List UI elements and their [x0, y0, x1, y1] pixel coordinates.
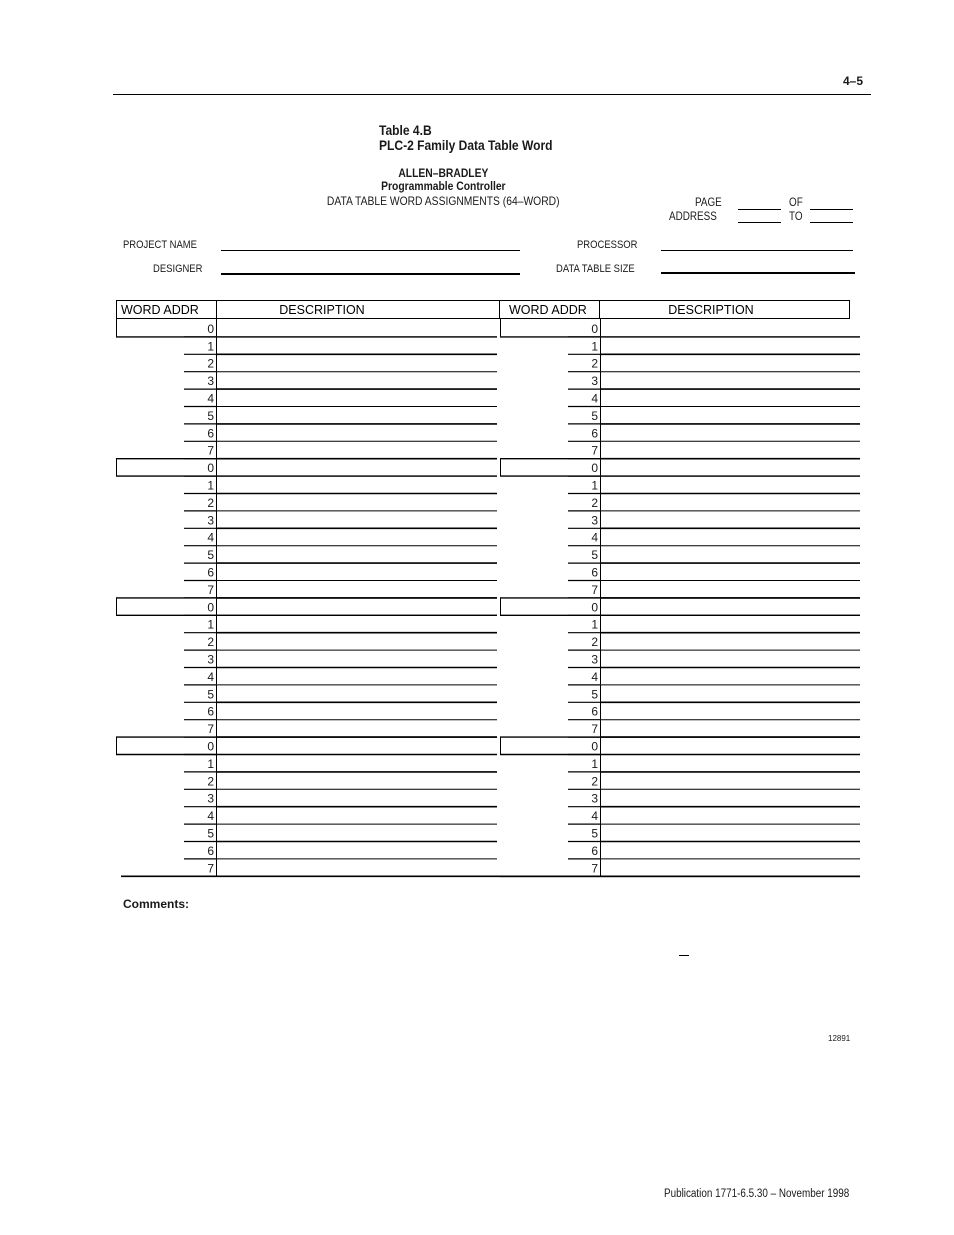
- right-word-addr-row-2-0: 0: [591, 600, 598, 615]
- right-word-addr-row-1-0: 0: [591, 461, 598, 476]
- figure-number: 12891: [828, 1034, 851, 1043]
- left-word-addr-row-3-5: 5: [207, 826, 214, 841]
- left-word-addr-row-1-7: 7: [207, 582, 214, 597]
- address-label: ADDRESS: [669, 211, 717, 223]
- right-word-addr-row-0-2: 2: [591, 356, 598, 371]
- right-word-addr-row-0-7: 7: [591, 443, 598, 458]
- right-word-addr-row-1-6: 6: [591, 565, 598, 580]
- left-word-addr-row-2-4: 4: [207, 669, 214, 684]
- project-name-label: PROJECT NAME: [123, 239, 197, 251]
- left-word-addr-row-3-1: 1: [207, 756, 214, 771]
- left-word-addr-row-2-0: 0: [207, 600, 214, 615]
- left-description-header: DESCRIPTION: [279, 303, 365, 317]
- table-id: Table 4.B: [379, 122, 432, 138]
- left-word-addr-row-3-2: 2: [207, 774, 214, 789]
- page-number: 4–5: [842, 74, 863, 88]
- publication-footer: Publication 1771-6.5.30 – November 1998: [664, 1188, 850, 1200]
- right-word-addr-row-2-2: 2: [591, 635, 598, 650]
- left-word-addr-row-1-2: 2: [207, 495, 214, 510]
- right-word-addr-row-3-4: 4: [591, 809, 598, 824]
- right-word-addr-row-2-6: 6: [591, 704, 598, 719]
- form-product-text: Programmable Controller: [380, 179, 506, 193]
- left-word-addr-row-2-3: 3: [207, 652, 214, 667]
- right-word-addr-row-0-3: 3: [591, 374, 598, 389]
- left-word-addr-row-1-4: 4: [207, 530, 214, 545]
- left-word-addr-row-3-4: 4: [207, 809, 214, 824]
- left-word-addr-row-0-6: 6: [207, 426, 214, 441]
- right-word-addr-row-3-0: 0: [591, 739, 598, 754]
- page-label: PAGE: [695, 197, 722, 209]
- right-word-addr-row-2-4: 4: [591, 669, 598, 684]
- left-word-addr-row-0-4: 4: [207, 391, 214, 406]
- comments-label: Comments:: [123, 897, 190, 911]
- right-word-addr-row-0-5: 5: [591, 408, 598, 423]
- right-word-addr-row-0-6: 6: [591, 426, 598, 441]
- of-label: OF: [789, 197, 803, 209]
- left-word-addr-row-3-3: 3: [207, 791, 214, 806]
- left-word-addr-row-2-2: 2: [207, 635, 214, 650]
- right-word-addr-row-2-5: 5: [591, 687, 598, 702]
- assignment-title-text: DATA TABLE WORD ASSIGNMENTS (64–WORD): [326, 194, 560, 208]
- left-word-addr-row-0-3: 3: [207, 374, 214, 389]
- left-word-addr-row-0-5: 5: [207, 408, 214, 423]
- right-word-addr-row-0-4: 4: [591, 391, 598, 406]
- left-word-addr-row-1-1: 1: [207, 478, 214, 493]
- left-word-addr-row-3-0: 0: [207, 739, 214, 754]
- right-word-addr-row-2-3: 3: [591, 652, 598, 667]
- right-word-addr-row-1-7: 7: [591, 582, 598, 597]
- data-table-size-label: DATA TABLE SIZE: [556, 263, 635, 275]
- right-word-addr-row-1-4: 4: [591, 530, 598, 545]
- left-word-addr-row-2-7: 7: [207, 722, 214, 737]
- right-word-addr-row-2-7: 7: [591, 722, 598, 737]
- left-word-addr-row-0-1: 1: [207, 339, 214, 354]
- left-word-addr-row-2-6: 6: [207, 704, 214, 719]
- left-word-addr-row-3-7: 7: [207, 861, 214, 876]
- right-word-addr-row-3-6: 6: [591, 843, 598, 858]
- stray-mark: [679, 955, 689, 956]
- table-title: PLC-2 Family Data Table Word: [379, 137, 553, 153]
- left-word-addr-row-0-7: 7: [207, 443, 214, 458]
- right-word-addr-row-1-3: 3: [591, 513, 598, 528]
- designer-label: DESIGNER: [153, 263, 203, 275]
- form-brand-text: ALLEN–BRADLEY: [397, 166, 489, 180]
- right-word-addr-row-0-0: 0: [591, 321, 598, 336]
- left-word-addr-row-2-5: 5: [207, 687, 214, 702]
- right-word-addr-row-0-1: 1: [591, 339, 598, 354]
- table-body: [116, 319, 860, 876]
- left-word-addr-row-0-0: 0: [207, 321, 214, 336]
- left-word-addr-row-1-3: 3: [207, 513, 214, 528]
- to-label: TO: [789, 211, 803, 223]
- right-word-addr-row-1-2: 2: [591, 495, 598, 510]
- left-word-addr-header: WORD ADDR: [121, 303, 199, 317]
- right-word-addr-row-1-5: 5: [591, 548, 598, 563]
- right-word-addr-header: WORD ADDR: [509, 303, 587, 317]
- left-word-addr-row-0-2: 2: [207, 356, 214, 371]
- right-word-addr-row-3-3: 3: [591, 791, 598, 806]
- left-word-addr-row-3-6: 6: [207, 843, 214, 858]
- left-word-addr-row-1-5: 5: [207, 548, 214, 563]
- left-word-addr-row-2-1: 1: [207, 617, 214, 632]
- processor-label: PROCESSOR: [577, 239, 638, 251]
- left-word-addr-row-1-6: 6: [207, 565, 214, 580]
- right-word-addr-row-1-1: 1: [591, 478, 598, 493]
- right-description-header: DESCRIPTION: [668, 303, 754, 317]
- right-word-addr-row-3-2: 2: [591, 774, 598, 789]
- right-word-addr-row-2-1: 1: [591, 617, 598, 632]
- right-word-addr-row-3-1: 1: [591, 756, 598, 771]
- left-word-addr-row-1-0: 0: [207, 461, 214, 476]
- right-word-addr-row-3-7: 7: [591, 861, 598, 876]
- right-word-addr-row-3-5: 5: [591, 826, 598, 841]
